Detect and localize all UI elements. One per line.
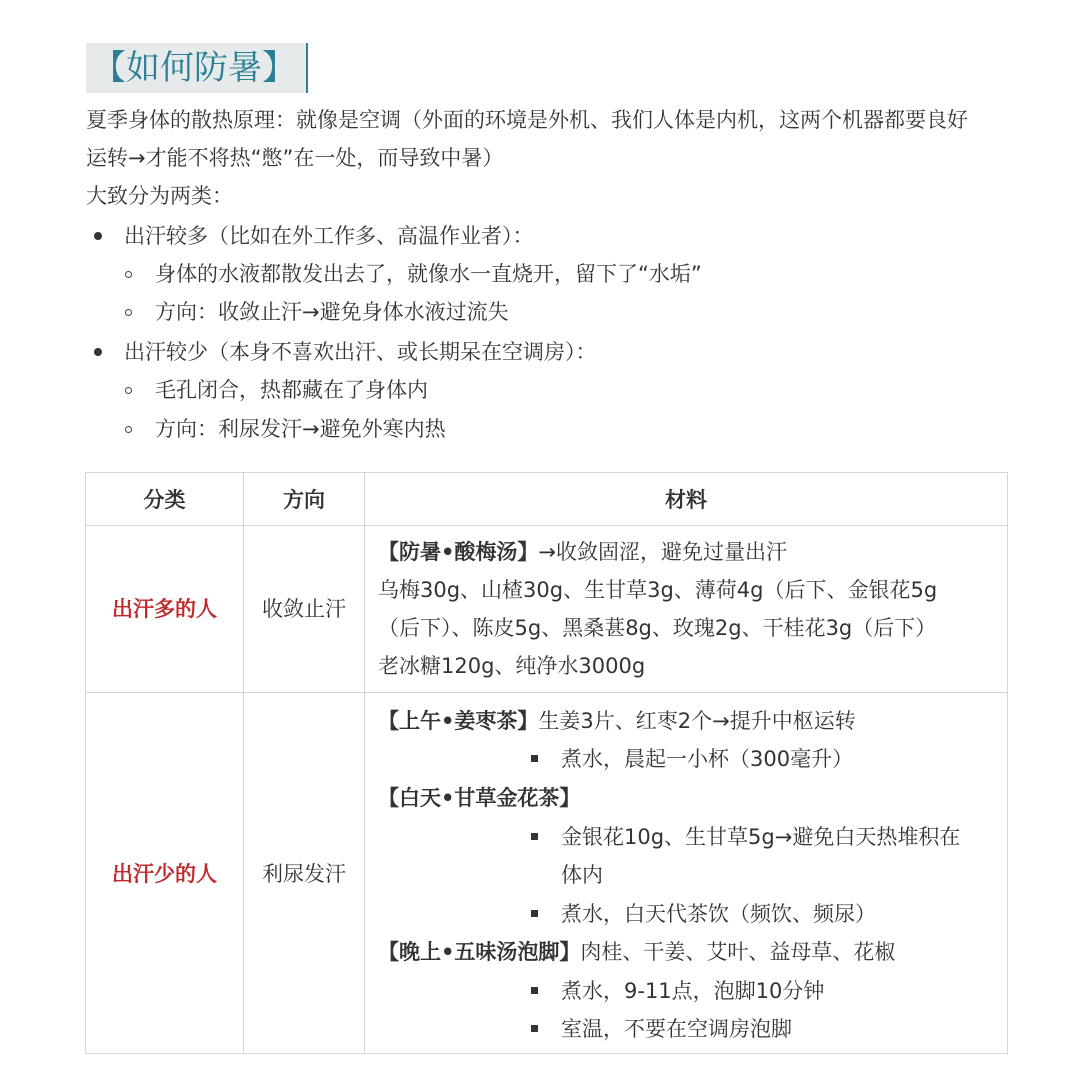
row2-recipe2-line (378, 783, 580, 813)
row1-direction: 收敛止汗 (262, 597, 346, 621)
row2-recipe1-line (378, 706, 856, 736)
row2-recipe3-item: 煮水，9-11点，泡脚10分钟 (561, 979, 825, 1003)
row2-recipe3-line (378, 937, 895, 967)
intro-line-1: 夏季身体的散热原理：就像是空调（外面的环境是外机、我们人体是内机，这两个机器都要良好 (86, 108, 968, 132)
sub-bullet-item: 毛孔闭合，热都藏在了身体内 (155, 378, 428, 402)
bullet-dot-icon (94, 232, 102, 240)
bullet-item: 出汗较多（比如在外工作多、高温作业者）： (124, 224, 534, 248)
bullet-item: 出汗较少（本身不喜欢出汗、或长期呆在空调房）： (124, 340, 597, 364)
recipe-desc: 生姜3片、红枣2个→提升中枢运转 (538, 709, 856, 733)
sub-bullet-item: 身体的水液都散发出去了，就像水一直烧开，留下了“水垢” (155, 262, 702, 286)
square-bullet-icon (531, 910, 538, 917)
header-category: 分类 (143, 488, 186, 512)
sub-bullet-circle-icon (125, 426, 132, 433)
row1-category: 出汗多的人 (112, 597, 217, 621)
recipe-desc: 肉桂、干姜、艾叶、益母草、花椒 (580, 940, 896, 964)
row1-ingredients-line: 老冰糖120g、纯净水3000g (378, 654, 646, 678)
intro-line-3: 大致分为两类： (86, 184, 233, 208)
recipe-title: 【晚上•五味汤泡脚】 (378, 940, 581, 964)
recipe-desc: →收敛固涩，避免过量出汗 (538, 540, 788, 564)
bullet-dot-icon (94, 348, 102, 356)
square-bullet-icon (531, 833, 538, 840)
sub-bullet-item: 方向：收敛止汗→避免身体水液过流失 (155, 300, 509, 324)
header-materials: 材料 (665, 488, 707, 512)
recipe-title: 【上午•姜枣茶】 (378, 709, 539, 733)
row2-recipe3-item: 室温，不要在空调房泡脚 (561, 1017, 792, 1041)
row2-category: 出汗少的人 (112, 862, 217, 886)
page-title: 【如何防暑】 (86, 43, 308, 93)
intro-line-2: 运转→才能不将热“憋”在一处，而导致中暑） (86, 146, 504, 170)
recipe-title: 【防暑•酸梅汤】 (378, 540, 539, 564)
sub-bullet-circle-icon (125, 271, 132, 278)
square-bullet-icon (531, 1025, 538, 1032)
sub-bullet-circle-icon (125, 387, 132, 394)
row2-recipe1-item: 煮水，晨起一小杯（300毫升） (561, 747, 854, 771)
row1-ingredients-line: （后下）、陈皮5g、黑桑葚8g、玫瑰2g、干桂花3g（后下） (378, 616, 937, 640)
recipe-title: 【白天•甘草金花茶】 (378, 786, 581, 810)
row2-recipe2-item: 煮水，白天代茶饮（频饮、频尿） (561, 902, 876, 926)
row1-ingredients-line: 乌梅30g、山楂30g、生甘草3g、薄荷4g（后下、金银花5g (378, 578, 938, 602)
row1-recipe-title-line (378, 537, 787, 567)
row2-recipe2-item: 金银花10g、生甘草5g→避免白天热堆积在 (561, 825, 961, 849)
remedy-table (85, 472, 1008, 1054)
sub-bullet-item: 方向：利尿发汗→避免外寒内热 (155, 417, 446, 441)
row2-recipe2-item-cont: 体内 (561, 863, 603, 887)
square-bullet-icon (531, 755, 538, 762)
square-bullet-icon (531, 987, 538, 994)
sub-bullet-circle-icon (125, 309, 132, 316)
row2-direction: 利尿发汗 (262, 862, 346, 886)
header-direction: 方向 (283, 488, 325, 512)
